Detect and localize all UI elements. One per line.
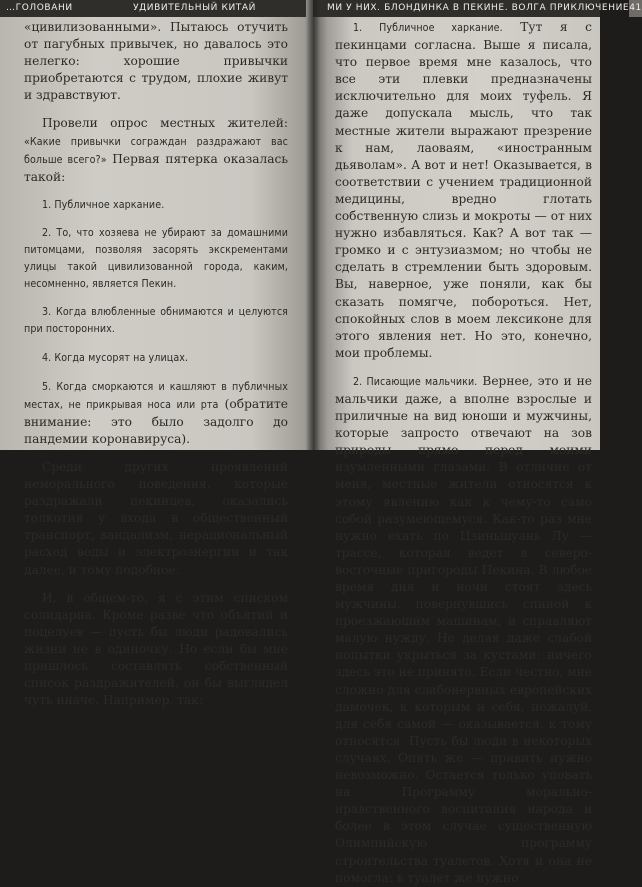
section-1 — [335, 19, 592, 362]
survey-tail: Первая пятерка оказалась такой: — [24, 151, 288, 184]
list-item-3: 3. Когда влюбленные обнимаются и целуются при посторонних. — [24, 306, 288, 336]
right-page — [313, 0, 642, 885]
left-header-author: …ГОЛОВАНИ — [6, 2, 73, 13]
paragraph: «цивилизованными». Пытаюсь отучить от пагубных привычек, но давалось это нелегко: хорошие привычки приобретаются с трудом, плохие живут и здравствуют. — [24, 20, 288, 103]
section-1-text: Тут я с пекинцами согласна. Выше я писала, что первое время мне казалось, что все эти плевки предназначены исключительно для моих туфель. Я даже допускала мысль, что так местные жители выражают презрение к нам, лаоваям, «иностранным дьяволам». А вот и нет! Оказывается, в соответствии с учением традиционной медицины, вредно глотать собственную слизь и мокроты — от них нужно избавляться. Как? А вот так — громко и с энтузиазмом; но чтобы не сделать в стремлении быть здоровым. Вы, наверное, уже поняли, как бы сказать помягче, побороться. Нет, спокойных слов в моем лексиконе для этого явления нет. Но это, конечно, мои проблемы. — [335, 20, 592, 360]
right-header-text: МИ У НИХ. БЛОНДИНКА В ПЕКИНЕ. ВОЛГА ПРИКЛЮЧЕНИЕ — [327, 2, 630, 13]
left-running-header — [0, 0, 306, 17]
list-item-4: 4. Когда мусорят на улицах. — [42, 351, 189, 364]
section-2-text: Вернее, это и не мальчики даже, а вполне взрослые и приличные на вид юноши и мужчины, которые запросто отвечают на зов природы прямо перед моими изумленными глазами. В отличие от меня, местные жители относятся к этому явлению как к чему-то само собой разумеющемуся. Как-то раз мне нужно ехать по Цзиньшуань Лу — трассе, которая ведет в северо-восточные пригороды Пекина. В любое время дня и ночи стоят здесь мужчины, повернувшись спиной к проезжающим машинам, и справляют малую нужду. Не делая даже слабой попытки укрыться за кустами: ничего здесь это не принято. Если честно, мне сложно для слабонервных европейских дамочек, к которым и себя, пожалуй, для себя самой — оказывается, к тому относятся. Пусть бы люди в некоторых случаях. Опять же — привить нужно невозможно. Остается только уповать на Программу морально-нравственного воспитания народа и более в этом случае существенную Олимпийскую программу строительства туалетов. Хотя и она не помогла: в туалет же нужно — [335, 373, 592, 885]
paragraph: Среди других проявлений неморального поведения, которые раздражали пекинцев, оказались толкотня у входа в общественный транспорт, вандализм, нерациональный расход воды и электроэнергии и так далее, и тому подобное. — [24, 459, 288, 577]
list-item-5-tail: (обратите внимание: это было задолго до пандемии коронавируса). — [24, 396, 288, 446]
survey-intro: Провели опрос местных жителей: — [42, 116, 288, 131]
left-page-body — [24, 19, 288, 709]
paragraph: И, в общем-то, я с этим списком солидарна. Кроме разве что объятий и поцелуев — пусть бы люди радовались жизни не в одиночку. Но если бы мне пришлось составлять собственный список раздражителей, он бы выглядел чуть иначе. Например, так: — [24, 590, 288, 708]
section-2 — [335, 373, 592, 887]
right-running-header — [313, 0, 642, 17]
list-item-1: 1. Публичное харкание. — [42, 198, 165, 211]
left-page — [0, 0, 314, 708]
section-1-heading: 1. Публичное харкание. — [353, 22, 503, 34]
left-header-title: УДИВИТЕЛЬНЫЙ КИТАЙ — [133, 2, 256, 13]
list-item-5 — [24, 378, 288, 448]
survey-paragraph — [24, 115, 288, 185]
section-2-heading: 2. Писающие мальчики. — [353, 375, 478, 388]
list-item-5-caps: 5. Когда сморкаются и кашляют в публичных местах, не прикрывая носа или рта — [24, 380, 288, 411]
survey-question: «Какие привычки сограждан раздражают вас больше всего?» — [24, 135, 288, 166]
page-number: 41 — [629, 0, 642, 17]
list-item-2: 2. То, что хозяева не убирают за домашними питомцами, позволяя засорять экскрементами улицы такой цивилизованной города, каким, несомненно, является Пекин. — [24, 226, 288, 291]
right-page-body — [335, 19, 592, 887]
